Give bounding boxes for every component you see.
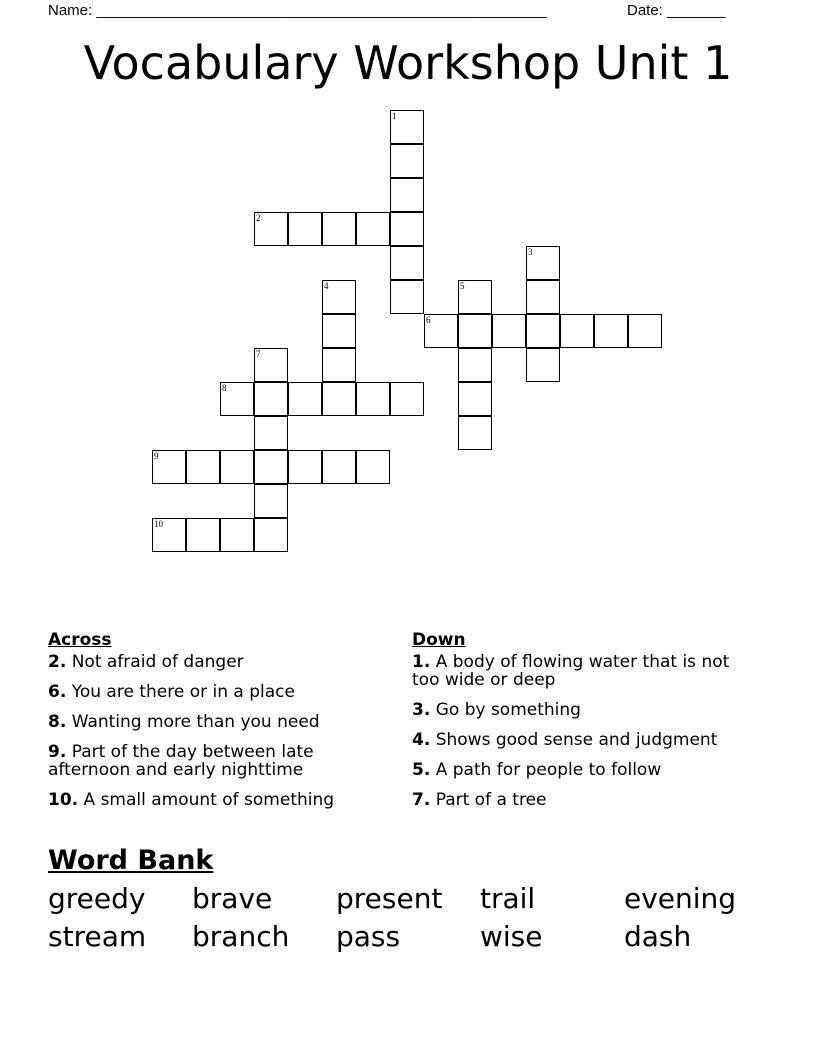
grid-cell[interactable] [424, 314, 458, 348]
page-title: Vocabulary Workshop Unit 1 [83, 36, 733, 90]
word-bank-word: pass [336, 920, 401, 953]
clue-number: 7 [256, 349, 261, 359]
grid-cell[interactable] [390, 110, 424, 144]
clue-text: Go by something [435, 700, 581, 720]
grid-cell[interactable] [390, 144, 424, 178]
grid-cell[interactable] [594, 314, 628, 348]
clue-text: Wanting more than you need [71, 712, 320, 732]
clue-number: 6 [48, 682, 60, 702]
grid-cell[interactable] [322, 280, 356, 314]
across-clues [48, 630, 378, 809]
grid-cell[interactable] [356, 382, 390, 416]
grid-cell[interactable] [254, 416, 288, 450]
grid-cell[interactable] [390, 382, 424, 416]
grid-cell[interactable] [322, 450, 356, 484]
name-field[interactable]: Name: ______________________________________________________ [48, 2, 547, 19]
down-clues [412, 630, 752, 809]
clue-text: You are there or in a place [71, 682, 295, 702]
grid-cell[interactable] [390, 246, 424, 280]
grid-cell[interactable] [458, 314, 492, 348]
grid-cell[interactable] [254, 518, 288, 552]
word-bank-word: greedy [48, 882, 146, 915]
grid-cell[interactable] [186, 518, 220, 552]
across-heading: Across [48, 630, 112, 650]
grid-cell[interactable] [254, 348, 288, 382]
clue-text: A body of flowing water that is not too wide or deep [412, 652, 730, 690]
word-bank-word: wise [480, 920, 543, 953]
grid-cell[interactable] [560, 314, 594, 348]
grid-cell[interactable] [322, 212, 356, 246]
clue-number: 9 [154, 451, 159, 461]
clue-number: 1 [412, 652, 424, 672]
clue-number: 7 [412, 790, 424, 810]
clue-text: A path for people to follow [435, 760, 662, 780]
clue-text: Part of the day between late afternoon and early nighttime [48, 742, 314, 780]
grid-cell[interactable] [152, 450, 186, 484]
word-bank-word: present [336, 882, 443, 915]
grid-cell[interactable] [526, 280, 560, 314]
clue-text: A small amount of something [83, 790, 335, 810]
date-field[interactable]: Date: _______ [627, 2, 726, 19]
grid-cell[interactable] [254, 484, 288, 518]
word-bank-word: evening [624, 882, 737, 915]
grid-cell[interactable] [288, 450, 322, 484]
word-bank-word: trail [480, 882, 536, 915]
grid-cell[interactable] [322, 382, 356, 416]
clue-number: 10 [154, 519, 163, 529]
clue-number: 6 [426, 315, 431, 325]
clue-number: 8 [222, 383, 227, 393]
clue-text: Not afraid of danger [71, 652, 244, 672]
word-bank-title: Word Bank [48, 845, 214, 876]
word-bank-word: dash [624, 920, 692, 953]
grid-cell[interactable] [458, 416, 492, 450]
clue-text: Part of a tree [435, 790, 547, 810]
clue-number: 8 [48, 712, 60, 732]
clue-number: 1 [392, 111, 397, 121]
grid-cell[interactable] [152, 518, 186, 552]
clue-across: 8. Wanting more than you need [48, 712, 320, 732]
grid-cell[interactable] [458, 280, 492, 314]
clue-across: 2. Not afraid of danger [48, 652, 244, 672]
word-bank-word: brave [192, 882, 273, 915]
clue-number: 3 [528, 247, 533, 257]
grid-cell[interactable] [356, 212, 390, 246]
clue-down: 5. A path for people to follow [412, 760, 662, 780]
grid-cell[interactable] [254, 382, 288, 416]
grid-cell[interactable] [254, 212, 288, 246]
grid-cell[interactable] [390, 212, 424, 246]
clue-down: 1. A body of flowing water that is not too wide or deep [412, 652, 730, 690]
grid-cell[interactable] [526, 314, 560, 348]
grid-cell[interactable] [254, 450, 288, 484]
word-bank-word: stream [48, 920, 147, 953]
clue-across: 9. Part of the day between late afternoon and early nighttime [48, 742, 314, 780]
grid-cell[interactable] [288, 382, 322, 416]
grid-cell[interactable] [526, 246, 560, 280]
clue-number: 2 [256, 213, 261, 223]
grid-cell[interactable] [186, 450, 220, 484]
word-bank-word: branch [192, 920, 290, 953]
clue-number: 5 [460, 281, 465, 291]
clue-number: 9 [48, 742, 60, 762]
grid-cell[interactable] [220, 518, 254, 552]
clue-number: 3 [412, 700, 424, 720]
clue-number: 4 [412, 730, 424, 750]
clue-number: 4 [324, 281, 329, 291]
grid-cell[interactable] [356, 450, 390, 484]
clue-text: Shows good sense and judgment [435, 730, 718, 750]
grid-cell[interactable] [322, 314, 356, 348]
grid-cell[interactable] [322, 348, 356, 382]
clue-across: 6. You are there or in a place [48, 682, 295, 702]
grid-cell[interactable] [220, 382, 254, 416]
grid-cell[interactable] [458, 382, 492, 416]
clue-across: 10. A small amount of something [48, 790, 335, 810]
grid-cell[interactable] [390, 178, 424, 212]
clue-down: 4. Shows good sense and judgment [412, 730, 718, 750]
clue-down: 3. Go by something [412, 700, 581, 720]
clue-number: 5 [412, 760, 424, 780]
down-heading: Down [412, 630, 466, 650]
grid-cell[interactable] [288, 212, 322, 246]
clue-down: 7. Part of a tree [412, 790, 547, 810]
grid-cell[interactable] [526, 348, 560, 382]
clue-number: 10 [48, 790, 72, 810]
grid-cell[interactable] [628, 314, 662, 348]
grid-cell[interactable] [220, 450, 254, 484]
clue-number: 2 [48, 652, 60, 672]
grid-cell[interactable] [390, 280, 424, 314]
grid-cell[interactable] [492, 314, 526, 348]
grid-cell[interactable] [458, 348, 492, 382]
